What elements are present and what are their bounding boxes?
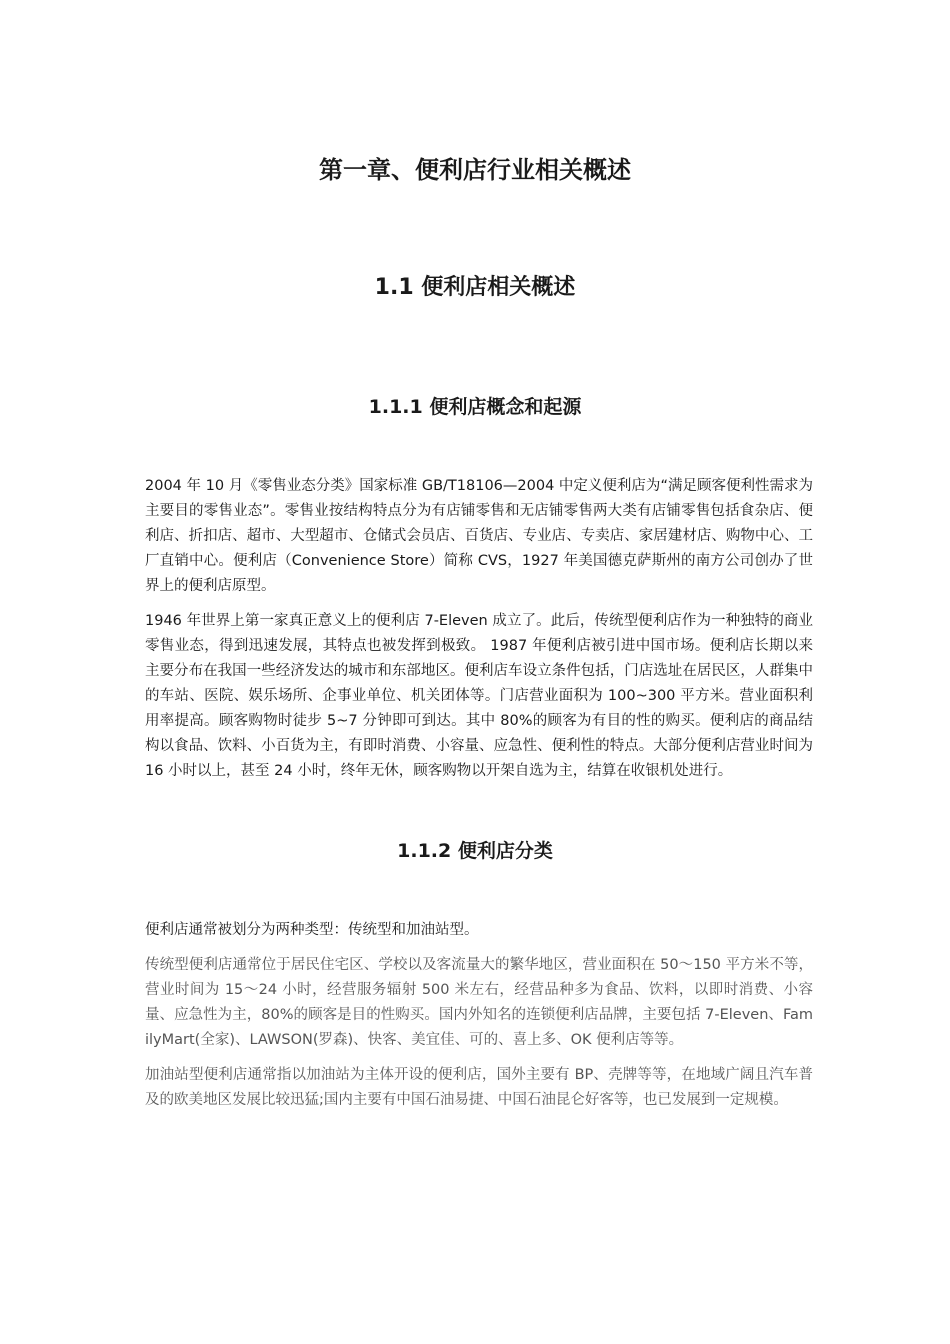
chapter-title: 第一章、便利店行业相关概述 <box>319 156 631 184</box>
subsection-title-classification: 1.1.2 便利店分类 <box>397 840 553 862</box>
paragraph: 加油站型便利店通常指以加油站为主体开设的便利店，国外主要有 BP、壳牌等等，在地域广阔且汽车普及的欧美地区发展比较迅猛;国内主要有中国石油易捷、中国石油昆仑好客等，也已发展到一定规模。 <box>145 1067 813 1108</box>
subsection-body-concept-origin <box>145 474 813 794</box>
paragraph: 2004 年 10 月《零售业态分类》国家标准 GB/T18106—2004 中定义便利店为“满足顾客便利性需求为主要目的零售业态”。零售业按结构特点分为有店铺零售和无店铺零售两大类有店铺零售包括食杂店、便利店、折扣店、超市、大型超市、仓储式会员店、百货店、专业店、专卖店、家居建材店、购物中心、工厂直销中心。便利店（Convenience Store）简称 CVS，1927 年美国德克萨斯州的南方公司创办了世界上的便利店原型。 <box>145 478 813 594</box>
paragraph: 便利店通常被划分为两种类型：传统型和加油站型。 <box>145 922 479 938</box>
paragraph: 1946 年世界上第一家真正意义上的便利店 7-Eleven 成立了。此后，传统型便利店作为一种独特的商业零售业态，得到迅速发展，其特点也被发挥到极致。 1987 年便利店被引进中国市场。便利店长期以来主要分布在我国一些经济发达的城市和东部地区。便利店车设立条件包括，门店选址在居民区，人群集中的车站、医院、娱乐场所、企事业单位、机关团体等。门店营业面积为 100~300 平方米。营业面积利用率提高。顾客购物时徒步 5~7 分钟即可到达。其中 80%的顾客为有目的性的购买。便利店的商品结构以食品、饮料、小百货为主，有即时消费、小容量、应急性、便利性的特点。大部分便利店营业时间为 16 小时以上，甚至 24 小时，终年无休，顾客购物以开架自选为主，结算在收银机处进行。 <box>145 613 813 779</box>
subsection-body-classification <box>145 918 813 1123</box>
paragraph: 传统型便利店通常位于居民住宅区、学校以及客流量大的繁华地区，营业面积在 50～150 平方米不等，营业时间为 15～24 小时，经营服务辐射 500 米左右，经营品种多为食品、饮料，以即时消费、小容量、应急性为主，80%的顾客是目的性购买。国内外知名的连锁便利店品牌，主要包括 7-Eleven、FamilyMart(全家)、LAWSON(罗森)、快客、美宜佳、可的、喜上多、OK 便利店等等。 <box>145 957 813 1048</box>
subsection-title-concept-origin: 1.1.1 便利店概念和起源 <box>368 396 582 418</box>
section-title: 1.1 便利店相关概述 <box>374 275 576 300</box>
